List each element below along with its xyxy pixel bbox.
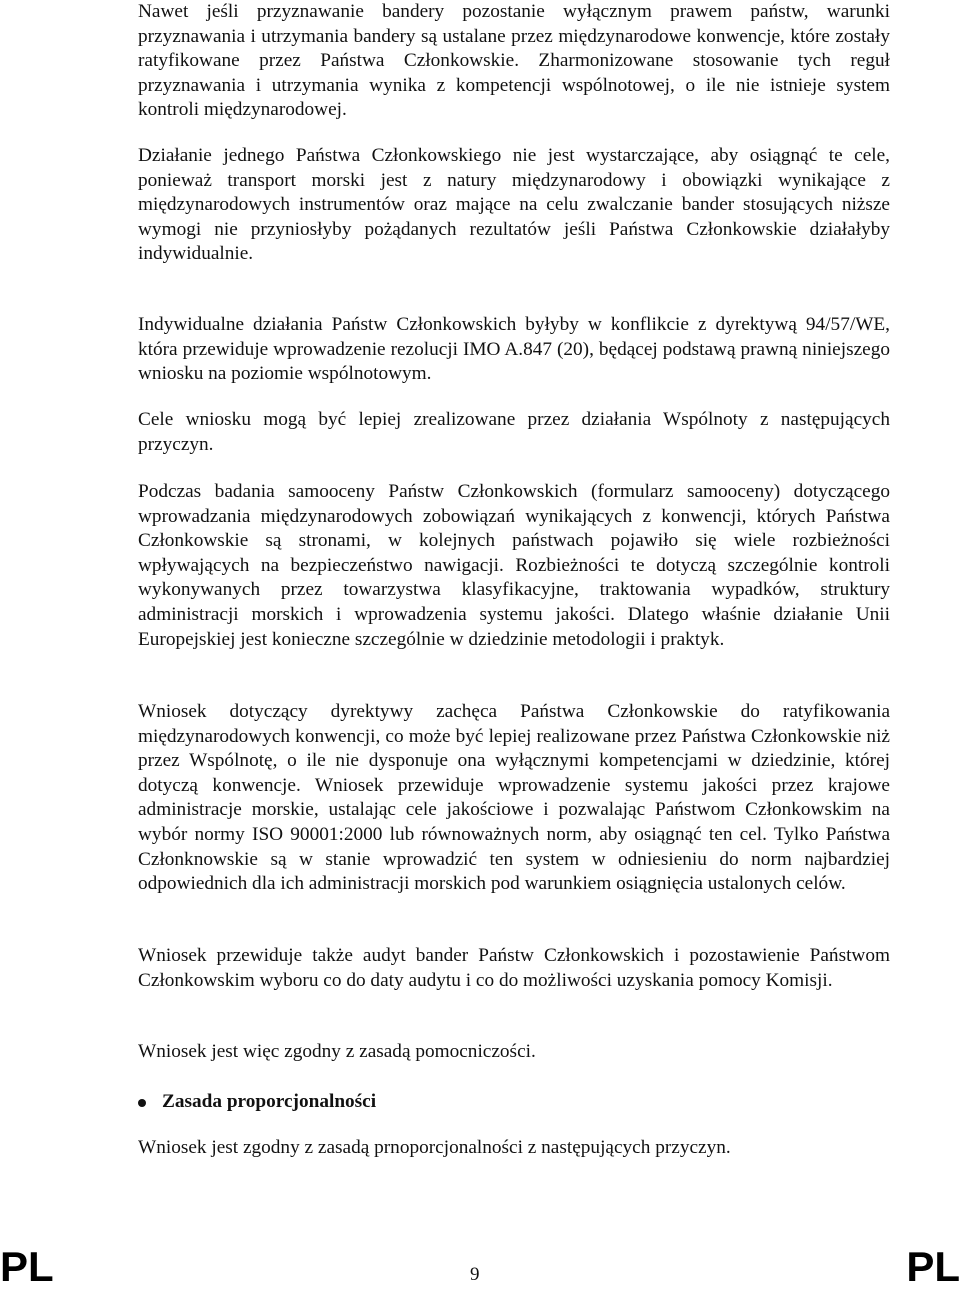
paragraph-flag-audit: Wniosek przewiduje także audyt bander Państw Członkowskich i pozostawienie Państwom Członkowskim wyboru co do daty audytu i co do możliwości uzyskania pomocy Komisji. (138, 945, 890, 991)
paragraph-directive-conflict: Indywidualne działania Państw Członkowskich byłyby w konflikcie z dyrektywą 94/57/WE, która przewiduje wprowadzenie rezolucji IMO A.847 (20), będącej podstawą prawną niniejszego wniosku na poziomie wspólnotowym. (138, 314, 890, 385)
bullet-icon (138, 1099, 146, 1107)
paragraph-subsidiarity: Wniosek jest więc zgodny z zasadą pomocniczości. (138, 1041, 536, 1062)
paragraph-community-goals: Cele wniosku mogą być lepiej zrealizowane przez działania Wspólnoty z następujących przyczyn. (138, 409, 890, 455)
paragraph-proportionality: Wniosek jest zgodny z zasadą prnoporcjonalności z następujących przyczyn. (138, 1137, 731, 1158)
paragraph-self-assessment: Podczas badania samooceny Państw Członkowskich (formularz samooceny) dotyczącego wprowadzania międzynarodowych zobowiązań wynikających z konwencji, których Państwa Członkowskie są stronami, w kolejnych państwach pojawiło się wiele rozbieżności wpływających na bezpieczeństwo nawigacji. Rozbieżności te dotyczą szczególnie kontroli wykonywanych przez towarzystwa klasyfikacyjne, traktowania wypadków, struktury administracji morskich i wprowadzenia systemu jakości. Dlatego właśnie działanie Unii Europejskiej jest konieczne szczególnie w dziedzinie metodologii i praktyk. (138, 481, 890, 650)
bullet-heading: Zasada proporcjonalności (162, 1091, 377, 1112)
page-number: 9 (470, 1264, 480, 1285)
paragraph-directive-proposal: Wniosek dotyczący dyrektywy zachęca Państwa Członkowskie do ratyfikowania międzynarodowych konwencji, co może być lepiej realizowane przez Państwa Członkowskie niż przez Wspólnotę, o ile nie dysponuje ona wyłącznymi kompetencjami w dziedzinie, której dotyczą konwencje. Wniosek przewiduje wprowadzenie systemu jakości przez krajowe administracje morskie, ustalając cele jakościowe i pozwalając Państwom Członkowskim na wybór normy ISO 90001:2000 lub równoważnych norm, aby osiągnąć ten cel. Tylko Państwa Członknowskie są w stanie wprowadzić ten system w odniesieniu do norm najbardziej odpowiednich dla ich administracji morskich pod warunkiem osiągnięcia ustalonych celów. (138, 701, 890, 895)
paragraph-flag-rights: Nawet jeśli przyznawanie bandery pozostanie wyłącznym prawem państw, warunki przyznawania i utrzymania bandery są ustalane przez międzynarodowe konwencje, które zostały ratyfikowane przez Państwa Członkowskie. Zharmonizowane stosowanie tych reguł przyznawania i utrzymania wynika z kompetencji wspólnotowej, o ile nie istnieje system kontroli międzynarodowej. (138, 1, 890, 121)
paragraph-single-state-action: Działanie jednego Państwa Członkowskiego nie jest wystarczające, aby osiągnąć te cele, ponieważ transport morski jest z natury międzynarodowy i obowiązki wynikające z międzynarodowych instrumentów oraz mające na celu zwalczanie bander stosujących niższe wymogi nie przyniosłyby pożądanych rezultatów jeśli Państwa Członkowskie działałyby indywidualnie. (138, 145, 890, 265)
footer-language-left: PL (0, 1243, 54, 1290)
footer-language-right: PL (906, 1243, 960, 1290)
